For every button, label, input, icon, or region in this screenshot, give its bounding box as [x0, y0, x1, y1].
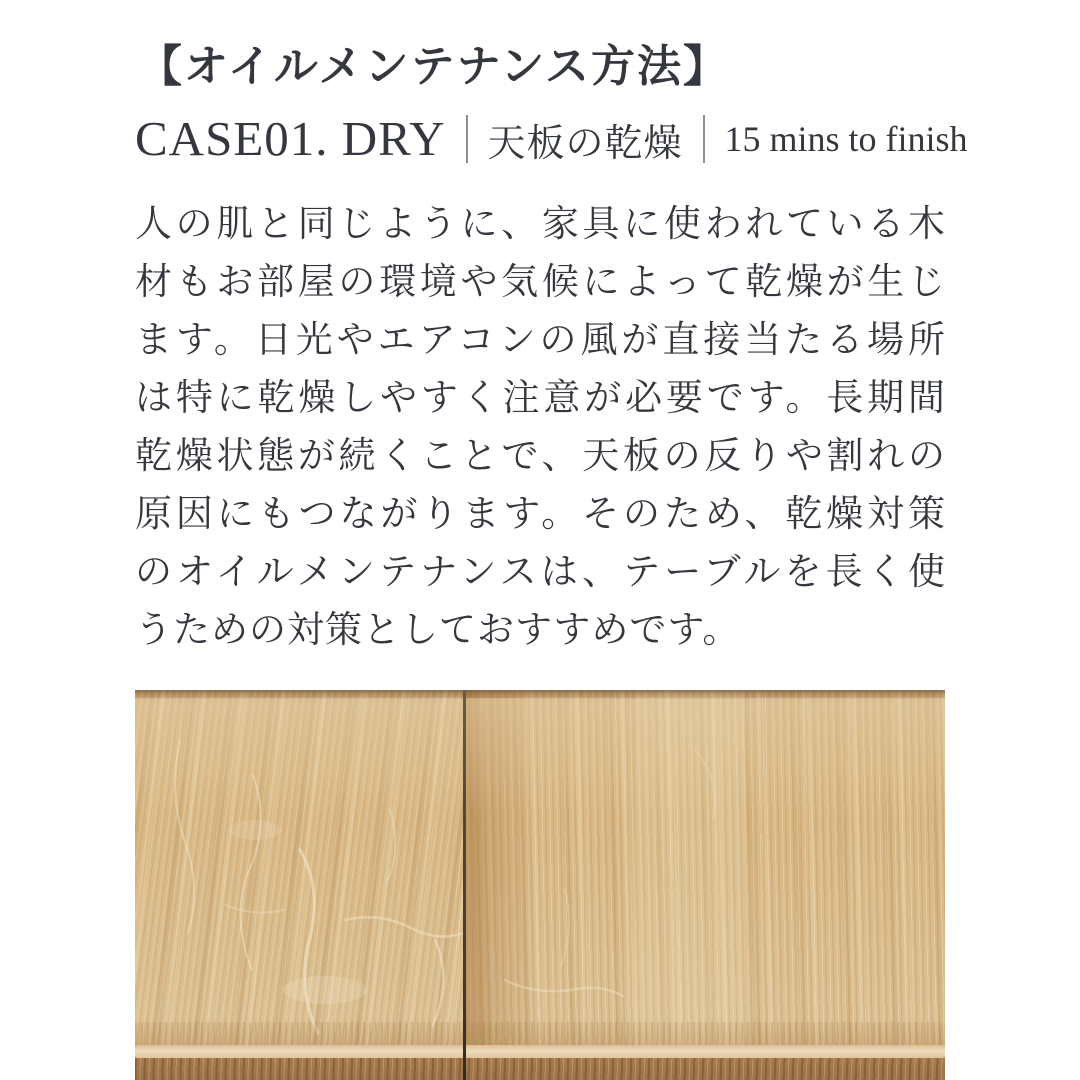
case-topic-japanese: 天板の乾燥 — [487, 122, 683, 165]
tabletop-wood-photo — [135, 690, 945, 1080]
paragraph-line: ます。日光やエアコンの風が直接当たる場所 — [135, 320, 945, 361]
separator-bar — [466, 115, 468, 163]
edge-highlight — [135, 1045, 945, 1058]
plank-seam-line — [463, 690, 466, 1080]
edge-end-grain — [135, 1058, 945, 1080]
photo-top-shadow — [135, 690, 945, 700]
case-label: CASE01. DRY — [135, 111, 446, 166]
case-duration: 15 mins to finish — [724, 119, 968, 159]
separator-bar — [703, 115, 705, 163]
edge-grain-compression — [135, 1022, 945, 1045]
page-title: 【オイルメンテナンス方法】 — [138, 42, 729, 92]
paragraph-line: 人の肌と同じように、家具に使われている木 — [135, 204, 945, 245]
paragraph-line: 材もお部屋の環境や気候によって乾燥が生じ — [135, 262, 945, 303]
table-front-edge — [135, 1022, 945, 1080]
paragraph-line: 乾燥状態が続くことで、天板の反りや割れの — [135, 436, 945, 477]
paragraph-line: 原因にもつながります。そのため、乾燥対策 — [135, 494, 945, 535]
paragraph-line: うための対策としておすすめです。 — [135, 610, 741, 651]
paragraph-line: は特に乾燥しやすく注意が必要です。長期間 — [135, 378, 945, 419]
description-paragraph — [135, 196, 945, 660]
paragraph-line: のオイルメンテナンスは、テーブルを長く使 — [135, 552, 945, 593]
case-heading — [135, 106, 968, 172]
